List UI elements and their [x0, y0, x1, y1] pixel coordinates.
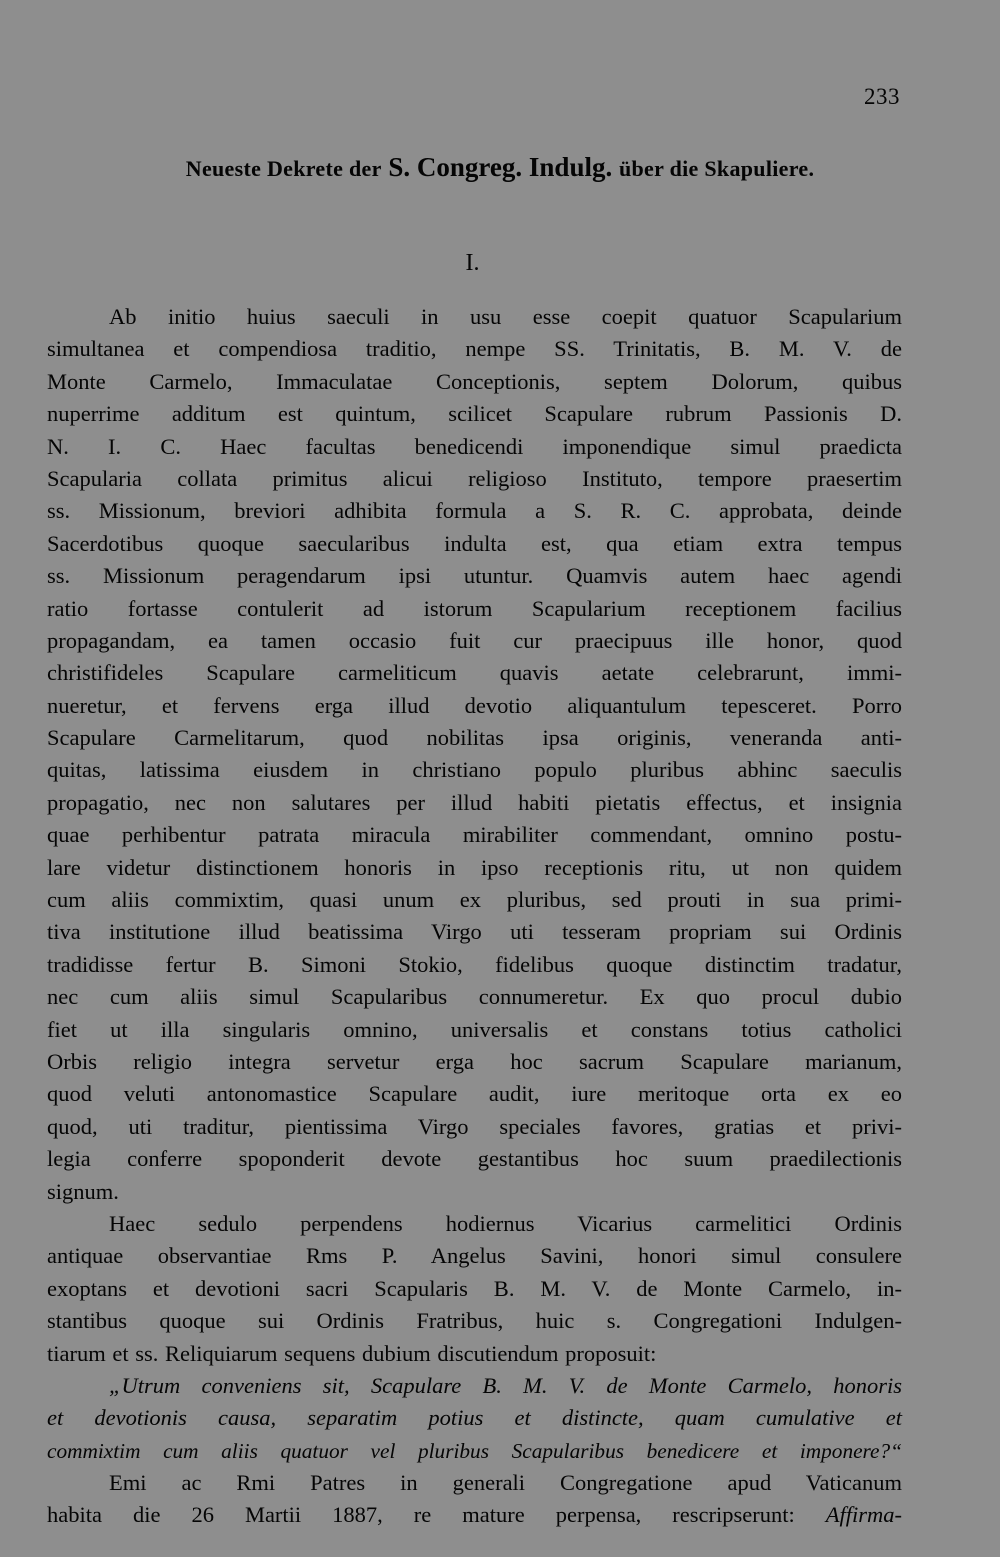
text-line-final-roman: habita die 26 Martii 1887, re mature perpensa, rescripserunt:	[47, 1502, 795, 1528]
text-line: Emi ac Rmi Patres in generali Congregatione apud Vaticanum	[109, 1470, 902, 1496]
quoted-question-line: commixtim cum aliis quatuor vel pluribus Scapularibus benedicere et imponere?“	[47, 1438, 902, 1463]
text-line: exoptans et devotioni sacri Scapularis B. M. V. de Monte Carmelo, in-	[47, 1275, 902, 1301]
text-line: propagatio, nec non salutares per illud habiti pietatis effectus, et insignia	[47, 789, 902, 815]
text-line: Haec sedulo perpendens hodiernus Vicarius carmelitici Ordinis	[109, 1210, 902, 1236]
text-line: Scapulare Carmelitarum, quod nobilitas ipsa originis, veneranda anti-	[47, 725, 902, 751]
text-line: simultanea et compendiosa traditio, nempe SS. Trinitatis, B. M. V. de	[47, 336, 902, 362]
text-line: Monte Carmelo, Immaculatae Conceptionis, septem Dolorum, quibus	[47, 368, 902, 394]
text-line: stantibus quoque sui Ordinis Fratribus, huic s. Congregationi Indulgen-	[47, 1308, 902, 1334]
text-line: nueretur, et fervens erga illud devotio aliquantulum tepesceret. Porro	[47, 692, 902, 718]
text-line: Orbis religio integra servetur erga hoc sacrum Scapulare marianum,	[47, 1048, 902, 1074]
text-line: ss. Missionum peragendarum ipsi utuntur. Quamvis autem haec agendi	[47, 563, 902, 589]
text-line: legia conferre spoponderit devote gestantibus hoc suum praedilectionis	[47, 1146, 902, 1172]
text-line: antiquae observantiae Rms P. Angelus Savini, honori simul consulere	[47, 1243, 902, 1269]
quoted-question-line: et devotionis causa, separatim potius et distincte, quam cumulative et	[47, 1405, 902, 1431]
text-line: signum.	[47, 1178, 119, 1204]
text-line: fiet ut illa singularis omnino, universalis et constans totius catholici	[47, 1016, 902, 1042]
running-head-roman: S. Congreg. Indulg.	[388, 152, 613, 182]
text-line: propagandam, ea tamen occasio fuit cur praecipuus ille honor, quod	[47, 627, 902, 653]
text-line: quod, uti traditur, pientissima Virgo speciales favores, gratias et privi-	[47, 1113, 902, 1139]
running-head-blackletter-end: über die Skapuliere.	[618, 156, 815, 181]
text-line: ratio fortasse contulerit ad istorum Scapularium receptionem facilius	[47, 595, 902, 621]
text-line: tiarum et ss. Reliquiarum sequens dubium discutiendum proposuit:	[47, 1340, 657, 1366]
text-line: N. I. C. Haec facultas benedicendi imponendique simul praedicta	[47, 433, 902, 459]
text-line: Ab initio huius saeculi in usu esse coepit quatuor Scapularium	[109, 304, 902, 329]
text-line: Scapularia collata primitus alicui religioso Instituto, tempore praesertim	[47, 465, 902, 491]
section-number: I.	[465, 250, 480, 276]
text-line: ss. Missionum, breviori adhibita formula a S. R. C. approbata, deinde	[47, 498, 902, 524]
text-line: nec cum aliis simul Scapularibus connumeretur. Ex quo procul dubio	[47, 984, 902, 1010]
text-line: tiva institutione illud beatissima Virgo uti tesseram propriam sui Ordinis	[47, 919, 902, 945]
text-line-final-italic: Affirma-	[825, 1502, 903, 1528]
quoted-question-line: „Utrum conveniens sit, Scapulare B. M. V. de Monte Carmelo, honoris	[109, 1372, 902, 1398]
running-head-blackletter-start: Neueste Dekrete der	[185, 156, 382, 181]
text-line: quod veluti antonomastice Scapulare audit, iure meritoque orta ex eo	[47, 1081, 902, 1107]
text-line: lare videtur distinctionem honoris in ipso receptionis ritu, ut non quidem	[47, 854, 902, 880]
text-line: quitas, latissima eiusdem in christiano populo pluribus abhinc saeculis	[47, 757, 902, 783]
text-line: nuperrime additum est quintum, scilicet Scapulare rubrum Passionis D.	[47, 401, 902, 427]
text-line: quae perhibentur patrata miracula mirabiliter commendant, omnino postu-	[47, 822, 902, 848]
text-line: tradidisse fertur B. Simoni Stokio, fidelibus quoque distinctim tradatur,	[47, 951, 902, 977]
text-line-final	[47, 1499, 902, 1531]
text-line: Sacerdotibus quoque saecularibus indulta est, qua etiam extra tempus	[47, 530, 902, 556]
running-head	[0, 152, 1000, 183]
body-text	[47, 301, 902, 1532]
text-line: christifideles Scapulare carmeliticum quavis aetate celebrarunt, immi-	[47, 660, 902, 686]
text-line: cum aliis commixtim, quasi unum ex pluribus, sed prouti in sua primi-	[47, 887, 902, 913]
page-number: 233	[864, 84, 900, 109]
